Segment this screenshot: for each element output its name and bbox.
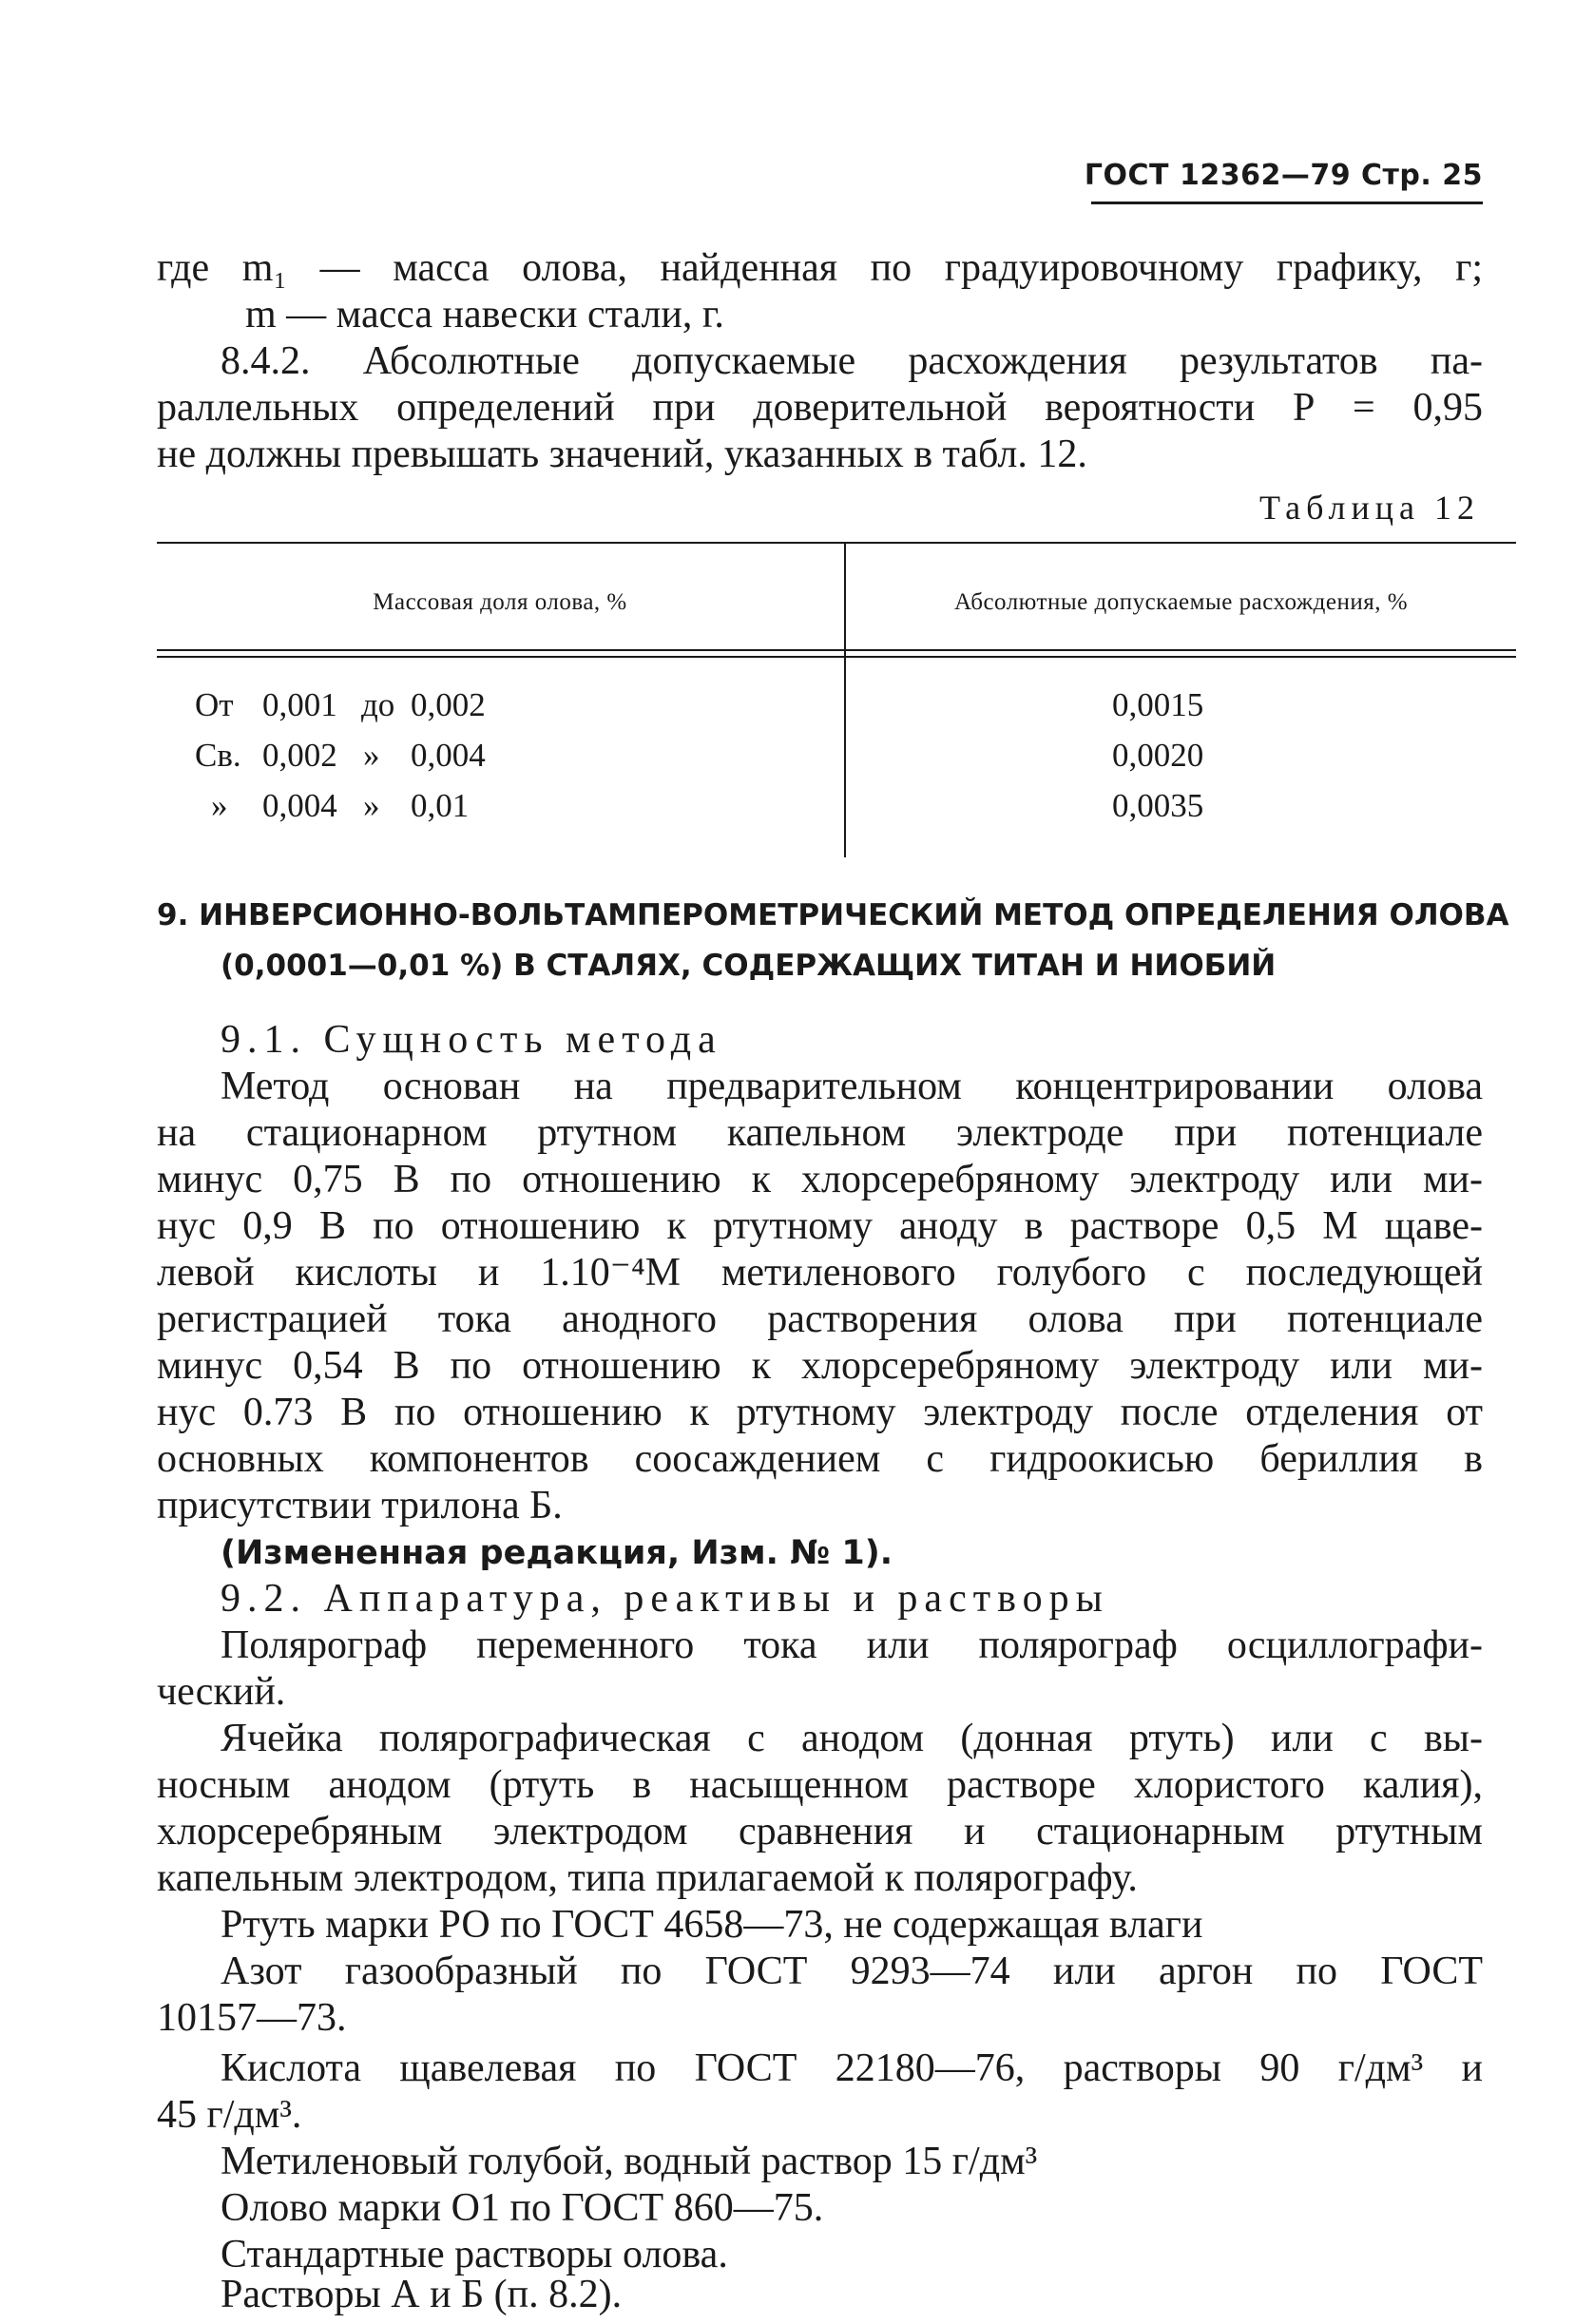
- cell-line2: носным анодом (ртуть в насыщенном растворе хлористого калия),: [157, 1763, 1483, 1807]
- section-9-2-heading: 9.2. Аппаратура, реактивы и растворы: [221, 1577, 1109, 1621]
- s91-line-6: регистрацией тока анодного растворения олова при потенциале: [157, 1297, 1483, 1341]
- table-row-2-value: 0,0020: [1112, 737, 1204, 774]
- tin-grade: Олово марки О1 по ГОСТ 860—75.: [221, 2186, 824, 2230]
- table-row-3-from: 0,004: [262, 787, 337, 824]
- table-row-3-value: 0,0035: [1112, 787, 1204, 824]
- table-row-1-sep: до: [361, 686, 395, 723]
- s91-line-5: левой кислоты и 1.10⁻⁴М метиленового голубого с последующей: [157, 1251, 1483, 1295]
- solutions-a-b: Растворы А и Б (п. 8.2).: [221, 2273, 623, 2316]
- formula-explanation-line2: m — масса навески стали, г.: [245, 293, 724, 336]
- oxalic-acid-line2: 45 г/дм³.: [157, 2093, 302, 2137]
- s91-line-8: нус 0.73 В по отношению к ртутному электроду после отделения от: [157, 1391, 1483, 1434]
- table-row-1-to: 0,002: [411, 686, 486, 723]
- table-caption: Таблица 12: [1259, 489, 1480, 527]
- table-row-1-from: 0,001: [262, 686, 337, 723]
- table-row-2-to: 0,004: [411, 737, 486, 774]
- nitrogen-line2: 10157—73.: [157, 1996, 347, 2040]
- table-row-2-sep: »: [363, 737, 380, 774]
- table-row-1-prefix: От: [195, 686, 234, 723]
- page-header: ГОСТ 12362—79 Стр. 25: [1084, 159, 1483, 192]
- s91-line-10: присутствии трилона Б.: [157, 1484, 563, 1527]
- methylene-blue: Метиленовый голубой, водный раствор 15 г/дм³: [221, 2140, 1038, 2183]
- amendment-note: (Измененная редакция, Изм. № 1).: [221, 1534, 893, 1572]
- s91-line-1: Метод основан на предварительном концентрировании олова: [221, 1065, 1483, 1108]
- s91-line-2: на стационарном ртутном капельном электроде при потенциале: [157, 1111, 1483, 1155]
- table-header-rule-2: [157, 656, 1516, 658]
- table-header-rule-1: [157, 649, 1516, 651]
- cell-line1: Ячейка полярографическая с анодом (донная ртуть) или с вы-: [221, 1717, 1483, 1760]
- para-8-4-2-line3: не должны превышать значений, указанных в табл. 12.: [157, 432, 1087, 476]
- table-row-2-from: 0,002: [262, 737, 337, 774]
- s91-line-3: минус 0,75 В по отношению к хлорсеребряному электроду или ми-: [157, 1158, 1483, 1201]
- para-8-4-2-line1: 8.4.2. Абсолютные допускаемые расхождения результатов па-: [221, 339, 1483, 383]
- polarograph-line1: Полярограф переменного тока или полярограф осциллографи-: [221, 1623, 1483, 1667]
- table-header-abs-discrepancy: Абсолютные допускаемые расхождения, %: [953, 589, 1409, 615]
- para-8-4-2-line2: раллельных определений при доверительной вероятности Р = 0,95: [157, 386, 1483, 430]
- cell-line3: хлорсеребряным электродом сравнения и стационарным ртутным: [157, 1810, 1483, 1853]
- header-rule: [1091, 202, 1483, 204]
- section-9-title-line2: (0,0001—0,01 %) В СТАЛЯХ, СОДЕРЖАЩИХ ТИТАН И НИОБИЙ: [221, 949, 1277, 983]
- table-row-3-sep: »: [363, 787, 380, 824]
- s91-line-7: минус 0,54 В по отношению к хлорсеребряному электроду или ми-: [157, 1344, 1483, 1388]
- table-top-rule: [157, 542, 1516, 544]
- section-9-1-heading: 9.1. Сущность метода: [221, 1018, 722, 1062]
- table-row-2-prefix: Св.: [195, 737, 241, 774]
- polarograph-line2: ческий.: [157, 1670, 286, 1714]
- formula-explanation-line1: где m₁ — масса олова, найденная по градуировочному графику, г;: [157, 246, 1483, 290]
- standard-tin-solutions: Стандартные растворы олова.: [221, 2233, 728, 2276]
- nitrogen-line1: Азот газообразный по ГОСТ 9293—74 или аргон по ГОСТ: [221, 1949, 1483, 1993]
- table-header-mass-fraction: Массовая доля олова, %: [373, 589, 627, 615]
- oxalic-acid-line1: Кислота щавелевая по ГОСТ 22180—76, растворы 90 г/дм³ и: [221, 2046, 1483, 2090]
- table-row-3-prefix: »: [211, 787, 228, 824]
- mercury-reagent: Ртуть марки РО по ГОСТ 4658—73, не содержащая влаги: [221, 1903, 1203, 1947]
- s91-line-9: основных компонентов соосаждением с гидроокисью бериллия в: [157, 1437, 1483, 1481]
- table-row-1-value: 0,0015: [1112, 686, 1204, 723]
- section-9-title-line1: 9. ИНВЕРСИОННО-ВОЛЬТАМПЕРОМЕТРИЧЕСКИЙ МЕТОД ОПРЕДЕЛЕНИЯ ОЛОВА: [157, 898, 1509, 932]
- s91-line-4: нус 0,9 В по отношению к ртутному аноду в растворе 0,5 М щаве-: [157, 1204, 1483, 1248]
- cell-line4: капельным электродом, типа прилагаемой к полярографу.: [157, 1856, 1138, 1900]
- table-row-3-to: 0,01: [411, 787, 470, 824]
